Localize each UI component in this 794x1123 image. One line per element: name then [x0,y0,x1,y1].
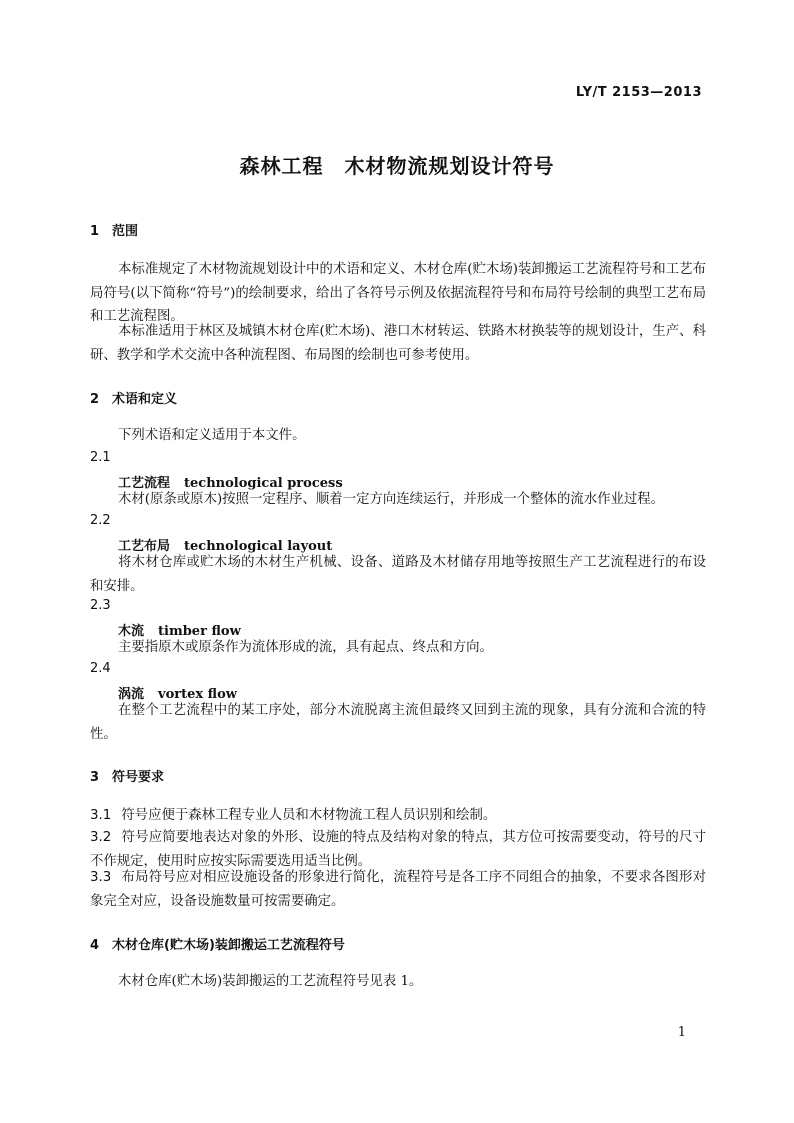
term-zh: 木流 [118,624,145,639]
section-number: 4 [90,938,100,953]
clause-number: 3.1 [90,808,112,823]
document-title: 森林工程 木材物流规划设计符号 [239,154,555,178]
section-title: 木材仓库(贮木场)装卸搬运工艺流程符号 [112,938,345,953]
clause-3-3 [90,866,706,913]
clause-number: 3.2 [90,830,112,845]
section-4-heading [90,934,345,953]
clause-text: 符号应便于森林工程专业人员和木材物流工程人员识别和绘制。 [121,808,497,823]
section-2-heading [90,388,177,407]
term-en: technological process [184,476,343,491]
clause-number: 3.3 [90,870,112,885]
section-number: 1 [90,224,100,239]
section-title: 范围 [112,224,139,239]
clause-text: 布局符号应对相应设施设备的形象进行简化，流程符号是各工序不同组合的抽象，不要求各图形对象完全对应，设备设施数量可按需要确定。 [90,870,706,909]
clause-text: 符号应简要地表达对象的外形、设施的特点及结构对象的特点，其方位可按需要变动，符号的尺寸不作规定，使用时应按实际需要选用适当比例。 [90,830,706,869]
section-1-paragraph-2: 本标准适用于林区及城镇木材仓库(贮木场)、港口木材转运、铁路木材换装等的规划设计，生产、科研、教学和学术交流中各种流程图、布局图的绘制也可参考使用。 [90,324,706,363]
term-definition: 将木材仓库或贮木场的木材生产机械、设备、道路及木材储存用地等按照生产工艺流程进行的布设和安排。 [90,555,706,594]
section-number: 3 [90,770,100,785]
standard-code: LY/T 2153—2013 [575,85,702,100]
page-number: 1 [677,1025,686,1040]
term-zh: 工艺布局 [118,539,171,554]
term-definition: 主要指原木或原条作为流体形成的流，具有起点、终点和方向。 [118,640,493,655]
section-number: 2 [90,392,100,407]
section-2-intro: 下列术语和定义适用于本文件。 [118,428,306,443]
section-1-heading [90,220,138,239]
section-4-paragraph-1: 木材仓库(贮木场)装卸搬运的工艺流程符号见表 1。 [118,974,423,989]
section-3-heading [90,766,164,785]
term-definition: 木材(原条或原木)按照一定程序、顺着一定方向连续运行，并形成一个整体的流水作业过程。 [118,492,665,507]
section-title: 符号要求 [112,770,165,785]
term-en: vortex flow [158,687,237,702]
term-number: 2.1 [90,450,111,465]
term-zh: 工艺流程 [118,476,171,491]
section-1-paragraph-1: 本标准规定了木材物流规划设计中的术语和定义、木材仓库(贮木场)装卸搬运工艺流程符号和工艺布局符号(以下简称“符号”)的绘制要求，给出了各符号示例及依据流程符号和布局符号绘制的典型工艺布局和工艺流程图。 [90,262,706,324]
term-number: 2.4 [90,661,111,676]
section-title: 术语和定义 [112,392,178,407]
term-definition: 在整个工艺流程中的某工序处，部分木流脱离主流但最终又回到主流的现象，具有分流和合流的特性。 [90,703,706,742]
term-number: 2.3 [90,598,111,613]
clause-3-1 [90,804,706,828]
term-en: technological layout [184,539,333,554]
term-number: 2.2 [90,513,111,528]
term-en: timber flow [158,624,241,639]
term-zh: 涡流 [118,687,145,702]
